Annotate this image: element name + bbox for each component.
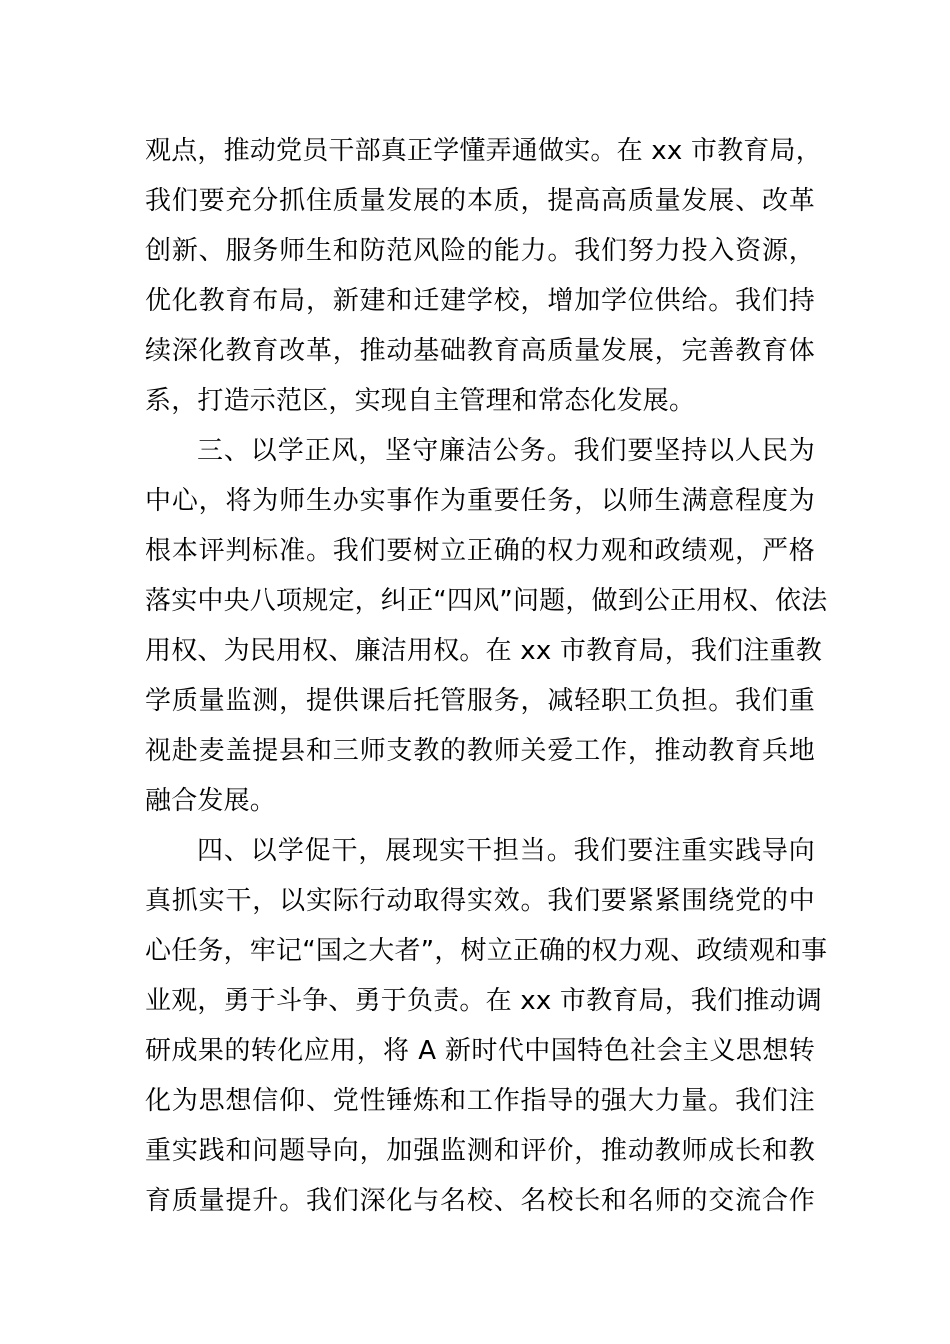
text-line: 落实中央八项规定，纠正“四风”问题，做到公正用权、依法: [145, 586, 828, 616]
paragraph-heading-line: 四、以学促干，展现实干担当。我们要注重实践导向: [197, 836, 815, 866]
text-line: 视赴麦盖提县和三师支教的教师关爱工作，推动教育兵地: [145, 736, 815, 766]
text-line: 我们要充分抓住质量发展的本质，提高高质量发展、改革: [145, 186, 815, 216]
text-line: 观点，推动党员干部真正学懂弄通做实。在 xx 市教育局，: [145, 136, 822, 166]
text-line: 用权、为民用权、廉洁用权。在 xx 市教育局，我们注重教: [145, 636, 822, 666]
text-line: 研成果的转化应用，将 A 新时代中国特色社会主义思想转: [145, 1036, 815, 1066]
paragraph-heading-line: 三、以学正风，坚守廉洁公务。我们要坚持以人民为: [197, 436, 815, 466]
text-line: 育质量提升。我们深化与名校、名校长和名师的交流合作: [145, 1186, 815, 1216]
text-line: 续深化教育改革，推动基础教育高质量发展，完善教育体: [145, 336, 815, 366]
text-line: 系，打造示范区，实现自主管理和常态化发展。: [145, 386, 696, 416]
text-line: 重实践和问题导向，加强监测和评价，推动教师成长和教: [145, 1136, 815, 1166]
text-line: 根本评判标准。我们要树立正确的权力观和政绩观，严格: [145, 536, 815, 566]
text-line: 业观，勇于斗争、勇于负责。在 xx 市教育局，我们推动调: [145, 986, 822, 1016]
text-line: 学质量监测，提供课后托管服务，减轻职工负担。我们重: [145, 686, 815, 716]
text-line: 真抓实干，以实际行动取得实效。我们要紧紧围绕党的中: [145, 886, 815, 916]
text-line: 创新、服务师生和防范风险的能力。我们努力投入资源，: [145, 236, 815, 266]
text-line: 中心，将为师生办实事作为重要任务，以师生满意程度为: [145, 486, 815, 516]
text-line: 心任务，牢记“国之大者”，树立正确的权力观、政绩观和事: [145, 936, 828, 966]
text-line: 优化教育布局，新建和迁建学校，增加学位供给。我们持: [145, 286, 815, 316]
text-line: 融合发展。: [145, 786, 277, 816]
text-line: 化为思想信仰、党性锤炼和工作指导的强大力量。我们注: [145, 1086, 815, 1116]
